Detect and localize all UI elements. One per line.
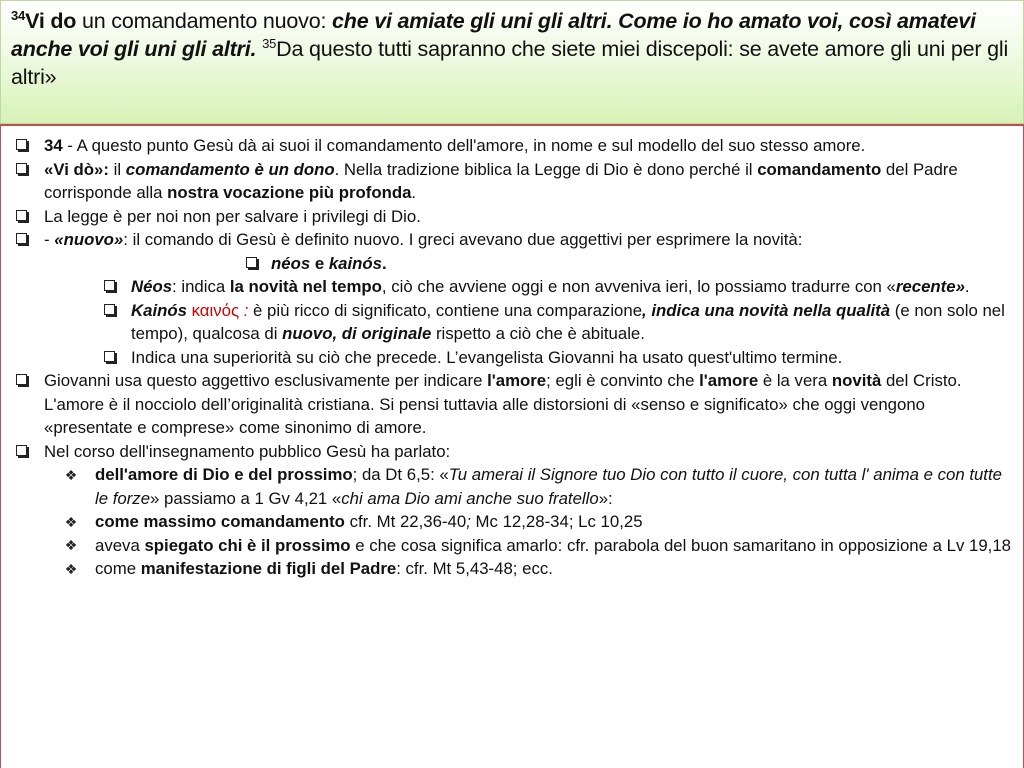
list-item: Nel corso dell'insegnamento pubblico Gesù ha parlato: xyxy=(1,440,1023,464)
title-quote: che vi amiate gli uni gli altri. Come io ho amato voi, così amatevi anche voi gli uni gli altri. xyxy=(11,9,976,61)
checkbox-bullet-icon xyxy=(104,351,115,362)
title-part: Vi do xyxy=(25,9,77,33)
list-item: ❖ come massimo comandamento cfr. Mt 22,36-40; Mc 12,28-34; Lc 10,25 xyxy=(64,512,643,531)
checkbox-bullet-icon xyxy=(16,139,27,150)
list-item: - «nuovo»: il comando di Gesù è definito nuovo. I greci avevano due aggettivi per esprimere la novità: xyxy=(1,228,1023,252)
checkbox-bullet-icon xyxy=(16,445,27,456)
checkbox-bullet-icon xyxy=(104,304,115,315)
checkbox-bullet-icon xyxy=(16,233,27,244)
list-item: 34 - A questo punto Gesù dà ai suoi il comandamento dell'amore, in nome e sul modello del suo stesso amore. xyxy=(1,134,1023,158)
list-item: Giovanni usa questo aggettivo esclusivamente per indicare l'amore; egli è convinto che l'amore è la vera novità del Cristo. L'amore è il nocciolo dell’originalità cristiana. Si pensi tuttavia alle distorsioni di «senso e significato» che oggi vengono «presentate e comprese» come sinonimo di amore. xyxy=(1,369,1023,440)
verse-number: 35 xyxy=(262,36,277,51)
list-item: «Vi dò»: il comandamento è un dono. Nella tradizione biblica la Legge di Dio è dono perché il comandamento del Padre corrisponde alla nostra vocazione più profonda. xyxy=(1,158,1023,205)
list-item: ❖ aveva spiegato chi è il prossimo e che cosa significa amarlo: cfr. parabola del buon samaritano in opposizione a Lv 19,18 xyxy=(64,535,1012,555)
diamond-bullet-icon: ❖ xyxy=(64,513,78,530)
title-part: un comandamento nuovo: xyxy=(76,9,332,33)
title-box xyxy=(0,0,1024,124)
verse-number: 34 xyxy=(11,8,26,23)
list-item: Néos: indica la novità nel tempo, ciò che avviene oggi e non avveniva ieri, lo possiamo tradurre con «recente». xyxy=(1,275,1023,299)
list-item: néos e kainós. xyxy=(1,252,1023,276)
checkbox-bullet-icon xyxy=(16,163,27,174)
checkbox-bullet-icon xyxy=(16,374,27,385)
diamond-bullet-icon: ❖ xyxy=(64,537,78,554)
list-item: La legge è per noi non per salvare i privilegi di Dio. xyxy=(1,205,1023,229)
checkbox-bullet-icon xyxy=(16,210,27,221)
checkbox-bullet-icon xyxy=(246,257,257,268)
checkbox-bullet-icon xyxy=(104,280,115,291)
title-part: Da questo tutti sapranno che siete miei discepoli: se avete amore gli uni per gli altri» xyxy=(11,37,1009,89)
list-item: Indica una superiorità su ciò che precede. L’evangelista Giovanni ha usato quest'ultimo termine. xyxy=(1,346,1023,370)
list-item: Kainós καινός : è più ricco di significato, contiene una comparazione, indica una novità nella qualità (e non solo nel tempo), qualcosa di nuovo, di originale rispetto a ciò che è abituale. xyxy=(1,299,1023,346)
slide-title xyxy=(11,7,1013,91)
list-item: ❖ dell'amore di Dio e del prossimo; da Dt 6,5: «Tu amerai il Signore tuo Dio con tutto il cuore, con tutta l' anima e con tutte le forze» passiamo a 1 Gv 4,21 «chi ama Dio ami anche suo fratello»: xyxy=(64,465,1002,508)
greek-word: καινός xyxy=(191,300,240,320)
list-item: ❖ come manifestazione di figli del Padre: cfr. Mt 5,43-48; ecc. xyxy=(64,559,553,578)
diamond-bullet-icon: ❖ xyxy=(64,560,78,577)
diamond-bullet-icon: ❖ xyxy=(64,466,78,483)
content-box xyxy=(0,124,1024,768)
